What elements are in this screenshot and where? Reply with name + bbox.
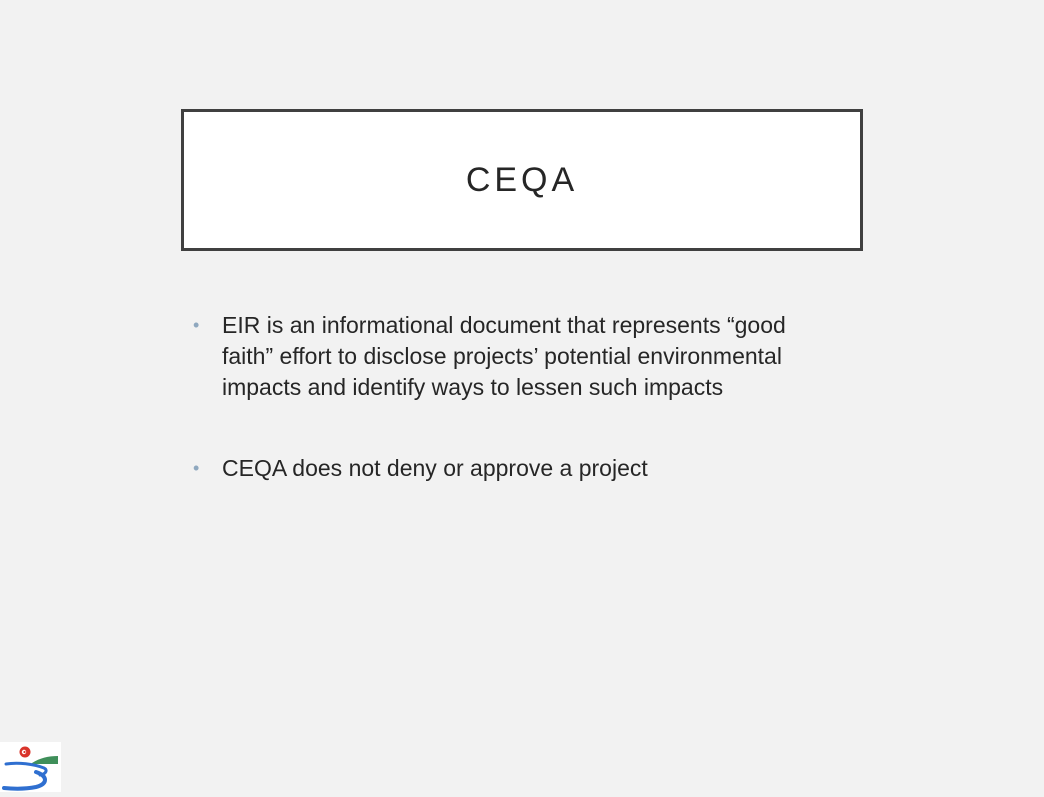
- title-box: [181, 109, 863, 251]
- logo-hill-icon: [32, 756, 58, 764]
- bullet-item: [190, 453, 830, 484]
- slide-title: CEQA: [465, 160, 579, 199]
- bullet-text: CEQA does not deny or approve a project: [222, 455, 648, 481]
- bullet-list: [190, 310, 830, 484]
- bullet-text: EIR is an informational document that represents “good faith” effort to disclose projects’ potential environmental impacts and identify ways to lessen such impacts: [222, 312, 786, 400]
- bullet-item: [190, 310, 830, 403]
- logo-graphic: [0, 742, 61, 792]
- bullet-marker: •: [193, 315, 200, 335]
- organization-logo-icon: [0, 742, 61, 792]
- bullet-marker: •: [193, 458, 200, 478]
